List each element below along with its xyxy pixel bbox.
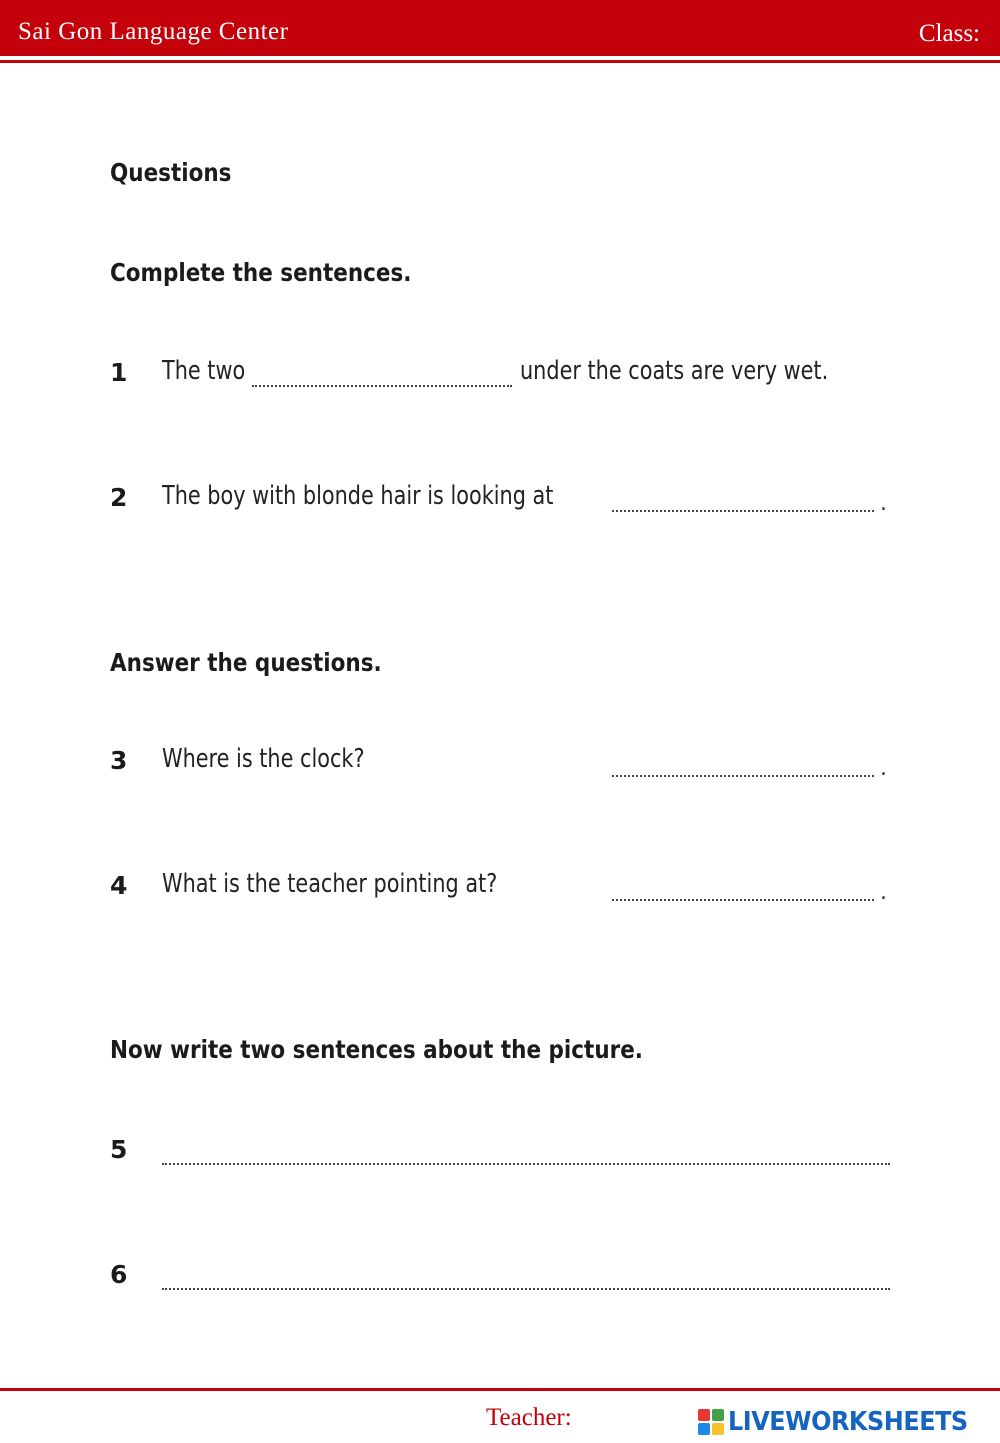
question-number-2: 2 [110, 483, 128, 512]
question-2-text: The boy with blonde hair is looking at [162, 481, 554, 511]
center-name: Sai Gon Language Center [18, 18, 289, 45]
header-bar [0, 0, 1000, 56]
worksheet [0, 63, 1000, 1388]
teacher-label: Teacher: [486, 1404, 572, 1431]
question-number-3: 3 [110, 746, 128, 775]
question-number-5: 5 [110, 1135, 128, 1164]
question-3-text: Where is the clock? [162, 744, 365, 774]
liveworksheets-icon [698, 1409, 724, 1435]
question-4-text: What is the teacher pointing at? [162, 869, 498, 899]
answer-blank-5[interactable] [162, 1163, 890, 1165]
logo-square-yellow [712, 1423, 724, 1435]
logo-square-green [712, 1409, 724, 1421]
logo-square-red [698, 1409, 710, 1421]
question-number-1: 1 [110, 358, 128, 387]
answer-blank-2[interactable] [612, 510, 874, 512]
question-4-period: . [880, 880, 887, 905]
answer-blank-4[interactable] [612, 899, 874, 901]
logo-square-blue [698, 1423, 710, 1435]
brand-name: LIVEWORKSHEETS [728, 1407, 968, 1437]
question-1-text-before: The two [162, 356, 246, 386]
section-complete-instruction: Complete the sentences. [110, 258, 412, 287]
question-2-period: . [880, 491, 887, 516]
section-write-instruction: Now write two sentences about the picture. [110, 1035, 643, 1064]
liveworksheets-logo[interactable] [698, 1406, 989, 1438]
question-3-period: . [880, 756, 887, 781]
answer-blank-1[interactable] [252, 385, 512, 387]
question-number-6: 6 [110, 1260, 128, 1289]
answer-blank-3[interactable] [612, 775, 874, 777]
class-label: Class: [918, 20, 980, 47]
question-number-4: 4 [110, 871, 128, 900]
answer-blank-6[interactable] [162, 1288, 890, 1290]
worksheet-title: Questions [110, 158, 232, 187]
section-answer-instruction: Answer the questions. [110, 648, 382, 677]
footer-divider [0, 1388, 1000, 1391]
question-1-text-after: under the coats are very wet. [520, 356, 829, 386]
